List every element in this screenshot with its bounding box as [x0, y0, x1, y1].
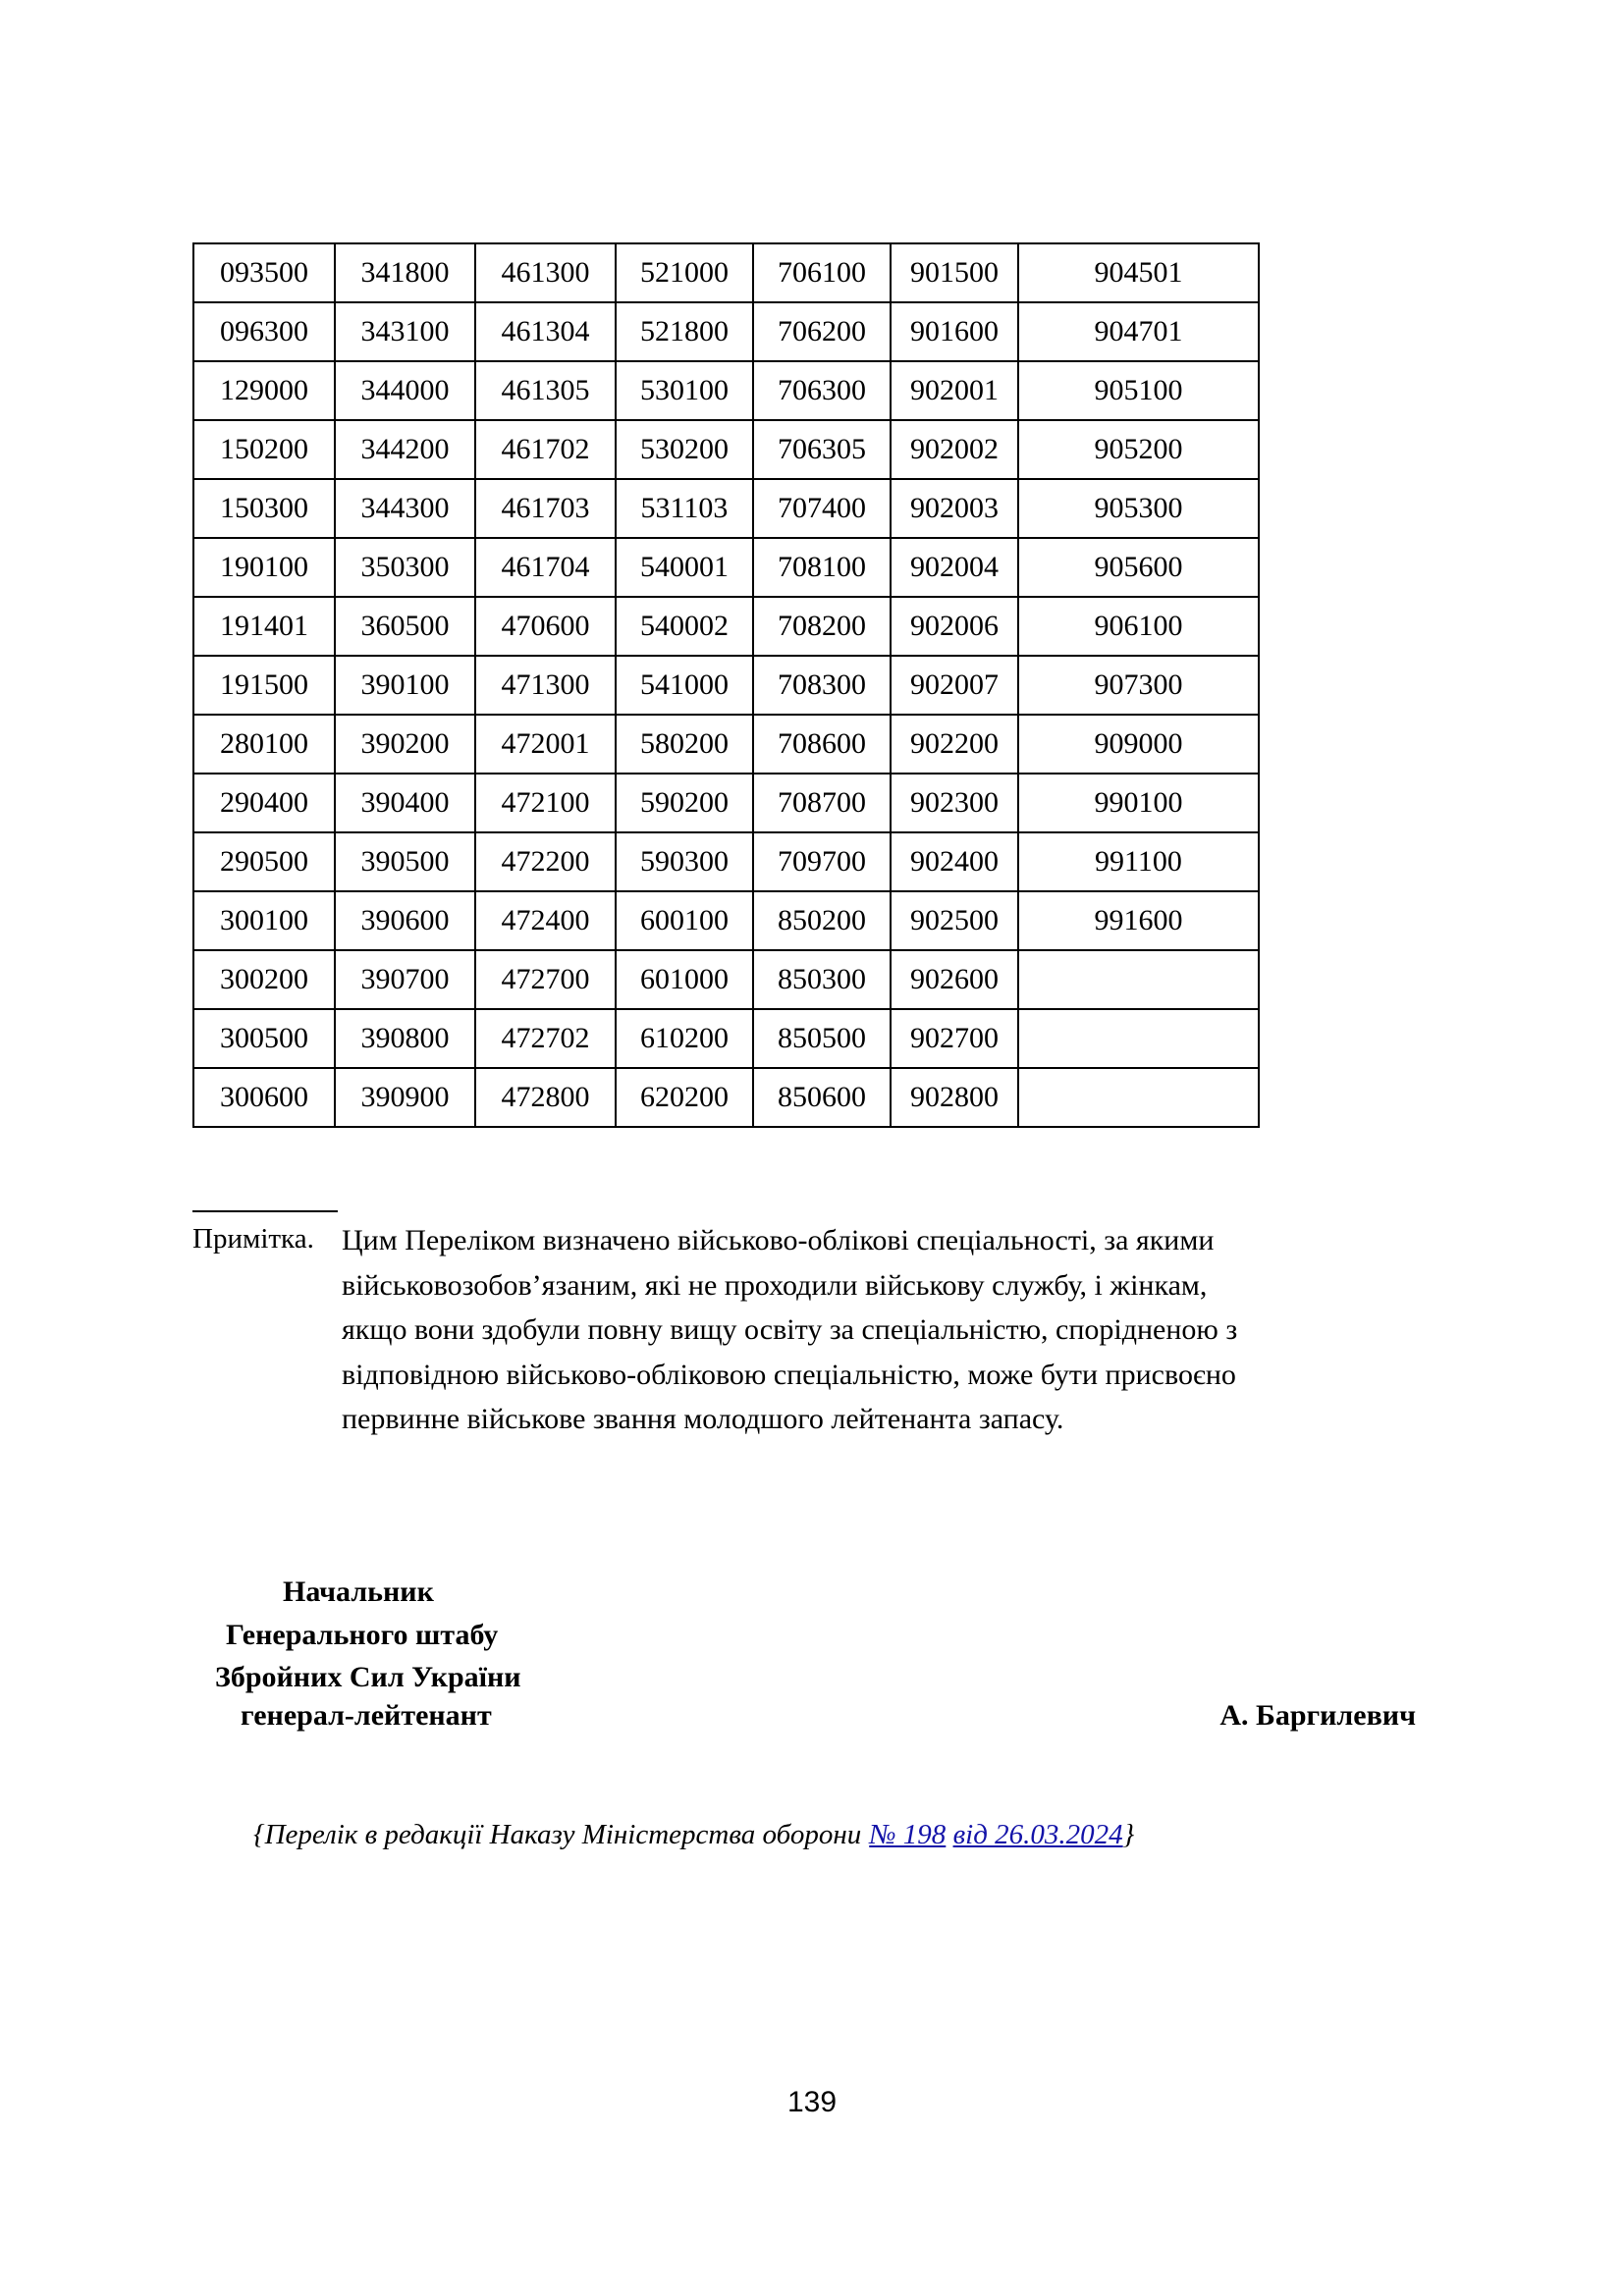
table-cell: 461702 — [475, 420, 616, 479]
table-cell: 470600 — [475, 597, 616, 656]
table-row — [193, 656, 1259, 715]
table-cell: 390400 — [335, 774, 475, 832]
table-cell: 300500 — [193, 1009, 335, 1068]
table-cell: 991100 — [1018, 832, 1259, 891]
table-cell: 541000 — [616, 656, 753, 715]
amendment-order-link-number[interactable]: № 198 — [869, 1819, 947, 1850]
table-cell: 850600 — [753, 1068, 891, 1127]
table-cell: 472800 — [475, 1068, 616, 1127]
table-row — [193, 243, 1259, 302]
table-cell: 093500 — [193, 243, 335, 302]
table-cell: 850300 — [753, 950, 891, 1009]
table-cell: 902200 — [891, 715, 1018, 774]
table-row — [193, 1068, 1259, 1127]
signature-block — [192, 1571, 1430, 1733]
table-cell: 472400 — [475, 891, 616, 950]
table-cell: 472001 — [475, 715, 616, 774]
table-cell: 341800 — [335, 243, 475, 302]
table-row — [193, 479, 1259, 538]
table-cell: 706305 — [753, 420, 891, 479]
table-cell: 191401 — [193, 597, 335, 656]
table-row — [193, 420, 1259, 479]
table-cell: 601000 — [616, 950, 753, 1009]
table-cell: 530200 — [616, 420, 753, 479]
table-cell: 300600 — [193, 1068, 335, 1127]
note-text: Цим Переліком визначено військово-облікові спеціальності, за якими військовозобов’язаним, які не проходили військову службу, і жінкам, якщо вони здобули повну вищу освіту за спеціальністю, спорідненою з відповідною військово-обліковою спеціальністю, може бути присвоєно первинне військове звання молодшого лейтенанта запасу. — [342, 1224, 1238, 1436]
table-cell: 990100 — [1018, 774, 1259, 832]
table-cell: 472702 — [475, 1009, 616, 1068]
table-cell: 190100 — [193, 538, 335, 597]
table-cell: 706100 — [753, 243, 891, 302]
table-cell: 461703 — [475, 479, 616, 538]
table-cell: 850500 — [753, 1009, 891, 1068]
table-cell: 905600 — [1018, 538, 1259, 597]
table-cell: 472200 — [475, 832, 616, 891]
table-cell: 390900 — [335, 1068, 475, 1127]
table-cell: 540002 — [616, 597, 753, 656]
military-specialty-codes-table — [192, 242, 1260, 1128]
table-cell: 580200 — [616, 715, 753, 774]
table-cell: 902007 — [891, 656, 1018, 715]
table-cell: 850200 — [753, 891, 891, 950]
table-row — [193, 597, 1259, 656]
table-cell: 708600 — [753, 715, 891, 774]
page-number: 139 — [786, 2086, 838, 2118]
table-cell: 902300 — [891, 774, 1018, 832]
table-cell: 344200 — [335, 420, 475, 479]
table-cell: 530100 — [616, 361, 753, 420]
table-cell: 344300 — [335, 479, 475, 538]
table-cell: 905100 — [1018, 361, 1259, 420]
table-cell: 344000 — [335, 361, 475, 420]
footnote-close-brace: } — [1122, 1819, 1135, 1850]
table-row — [193, 891, 1259, 950]
table-cell: 300100 — [193, 891, 335, 950]
table-cell: 902700 — [891, 1009, 1018, 1068]
table-cell: 902004 — [891, 538, 1018, 597]
table-cell: 290500 — [193, 832, 335, 891]
signatory-name: А. Баргилевич — [1219, 1698, 1416, 1732]
table-cell — [1018, 950, 1259, 1009]
table-cell: 906100 — [1018, 597, 1259, 656]
signatory-title-line-3: Збройних Сил України — [215, 1661, 521, 1693]
table-cell: 390100 — [335, 656, 475, 715]
signatory-title-line-1: Начальник — [283, 1575, 434, 1608]
table-cell: 902002 — [891, 420, 1018, 479]
table-cell: 343100 — [335, 302, 475, 361]
table-cell: 708700 — [753, 774, 891, 832]
table-cell: 521000 — [616, 243, 753, 302]
note-row — [192, 1218, 1371, 1442]
note-block — [192, 1210, 1371, 1442]
table-cell: 902006 — [891, 597, 1018, 656]
table-cell: 191500 — [193, 656, 335, 715]
table-cell: 991600 — [1018, 891, 1259, 950]
table-cell: 390600 — [335, 891, 475, 950]
signatory-title-line-2: Генерального штабу — [226, 1618, 499, 1651]
table-cell: 904501 — [1018, 243, 1259, 302]
table-cell: 706300 — [753, 361, 891, 420]
table-cell: 150300 — [193, 479, 335, 538]
footnote-open-brace: { — [253, 1819, 265, 1850]
table-cell: 909000 — [1018, 715, 1259, 774]
table-cell: 390200 — [335, 715, 475, 774]
table-cell — [1018, 1009, 1259, 1068]
table-cell: 901600 — [891, 302, 1018, 361]
table-row — [193, 950, 1259, 1009]
table-cell: 390700 — [335, 950, 475, 1009]
table-row — [193, 1009, 1259, 1068]
table-cell: 590300 — [616, 832, 753, 891]
table-cell: 461300 — [475, 243, 616, 302]
table-cell: 150200 — [193, 420, 335, 479]
table-cell — [1018, 1068, 1259, 1127]
table-cell: 521800 — [616, 302, 753, 361]
note-separator-rule — [192, 1210, 338, 1212]
table-cell: 904701 — [1018, 302, 1259, 361]
table-cell: 902400 — [891, 832, 1018, 891]
table-cell: 902500 — [891, 891, 1018, 950]
table-cell: 907300 — [1018, 656, 1259, 715]
table-cell: 290400 — [193, 774, 335, 832]
table-cell: 461304 — [475, 302, 616, 361]
table-cell: 902001 — [891, 361, 1018, 420]
signatory-rank: генерал-лейтенант — [241, 1698, 492, 1732]
table-cell: 350300 — [335, 538, 475, 597]
table-cell: 706200 — [753, 302, 891, 361]
table-cell: 390800 — [335, 1009, 475, 1068]
footnote-prefix-text: Перелік в редакції Наказу Міністерства оборони — [264, 1819, 862, 1850]
table-cell: 390500 — [335, 832, 475, 891]
table-cell: 472100 — [475, 774, 616, 832]
table-cell: 902600 — [891, 950, 1018, 1009]
table-cell: 129000 — [193, 361, 335, 420]
table-cell: 902800 — [891, 1068, 1018, 1127]
table-row — [193, 715, 1259, 774]
table-cell: 708100 — [753, 538, 891, 597]
table-cell: 708200 — [753, 597, 891, 656]
table-cell: 902003 — [891, 479, 1018, 538]
table-cell: 360500 — [335, 597, 475, 656]
table-row — [193, 302, 1259, 361]
table-cell: 707400 — [753, 479, 891, 538]
table-cell: 709700 — [753, 832, 891, 891]
codes-table-container — [192, 242, 1258, 1128]
table-cell: 096300 — [193, 302, 335, 361]
amendment-order-link-date[interactable]: від 26.03.2024 — [952, 1819, 1123, 1850]
table-cell: 300200 — [193, 950, 335, 1009]
table-row — [193, 774, 1259, 832]
table-row — [193, 832, 1259, 891]
table-cell: 600100 — [616, 891, 753, 950]
table-cell: 531103 — [616, 479, 753, 538]
table-cell: 610200 — [616, 1009, 753, 1068]
note-label: Примітка. — [192, 1223, 314, 1255]
signatory-title — [192, 1571, 1430, 1699]
table-cell: 461305 — [475, 361, 616, 420]
table-row — [193, 538, 1259, 597]
amendment-footnote — [192, 1814, 1435, 1857]
table-cell: 905200 — [1018, 420, 1259, 479]
table-cell: 540001 — [616, 538, 753, 597]
table-row — [193, 361, 1259, 420]
table-cell: 471300 — [475, 656, 616, 715]
table-cell: 280100 — [193, 715, 335, 774]
table-cell: 461704 — [475, 538, 616, 597]
table-cell: 905300 — [1018, 479, 1259, 538]
table-cell: 708300 — [753, 656, 891, 715]
table-cell: 901500 — [891, 243, 1018, 302]
table-cell: 472700 — [475, 950, 616, 1009]
signatory-rank-and-name — [192, 1699, 1430, 1733]
table-cell: 620200 — [616, 1068, 753, 1127]
table-cell: 590200 — [616, 774, 753, 832]
